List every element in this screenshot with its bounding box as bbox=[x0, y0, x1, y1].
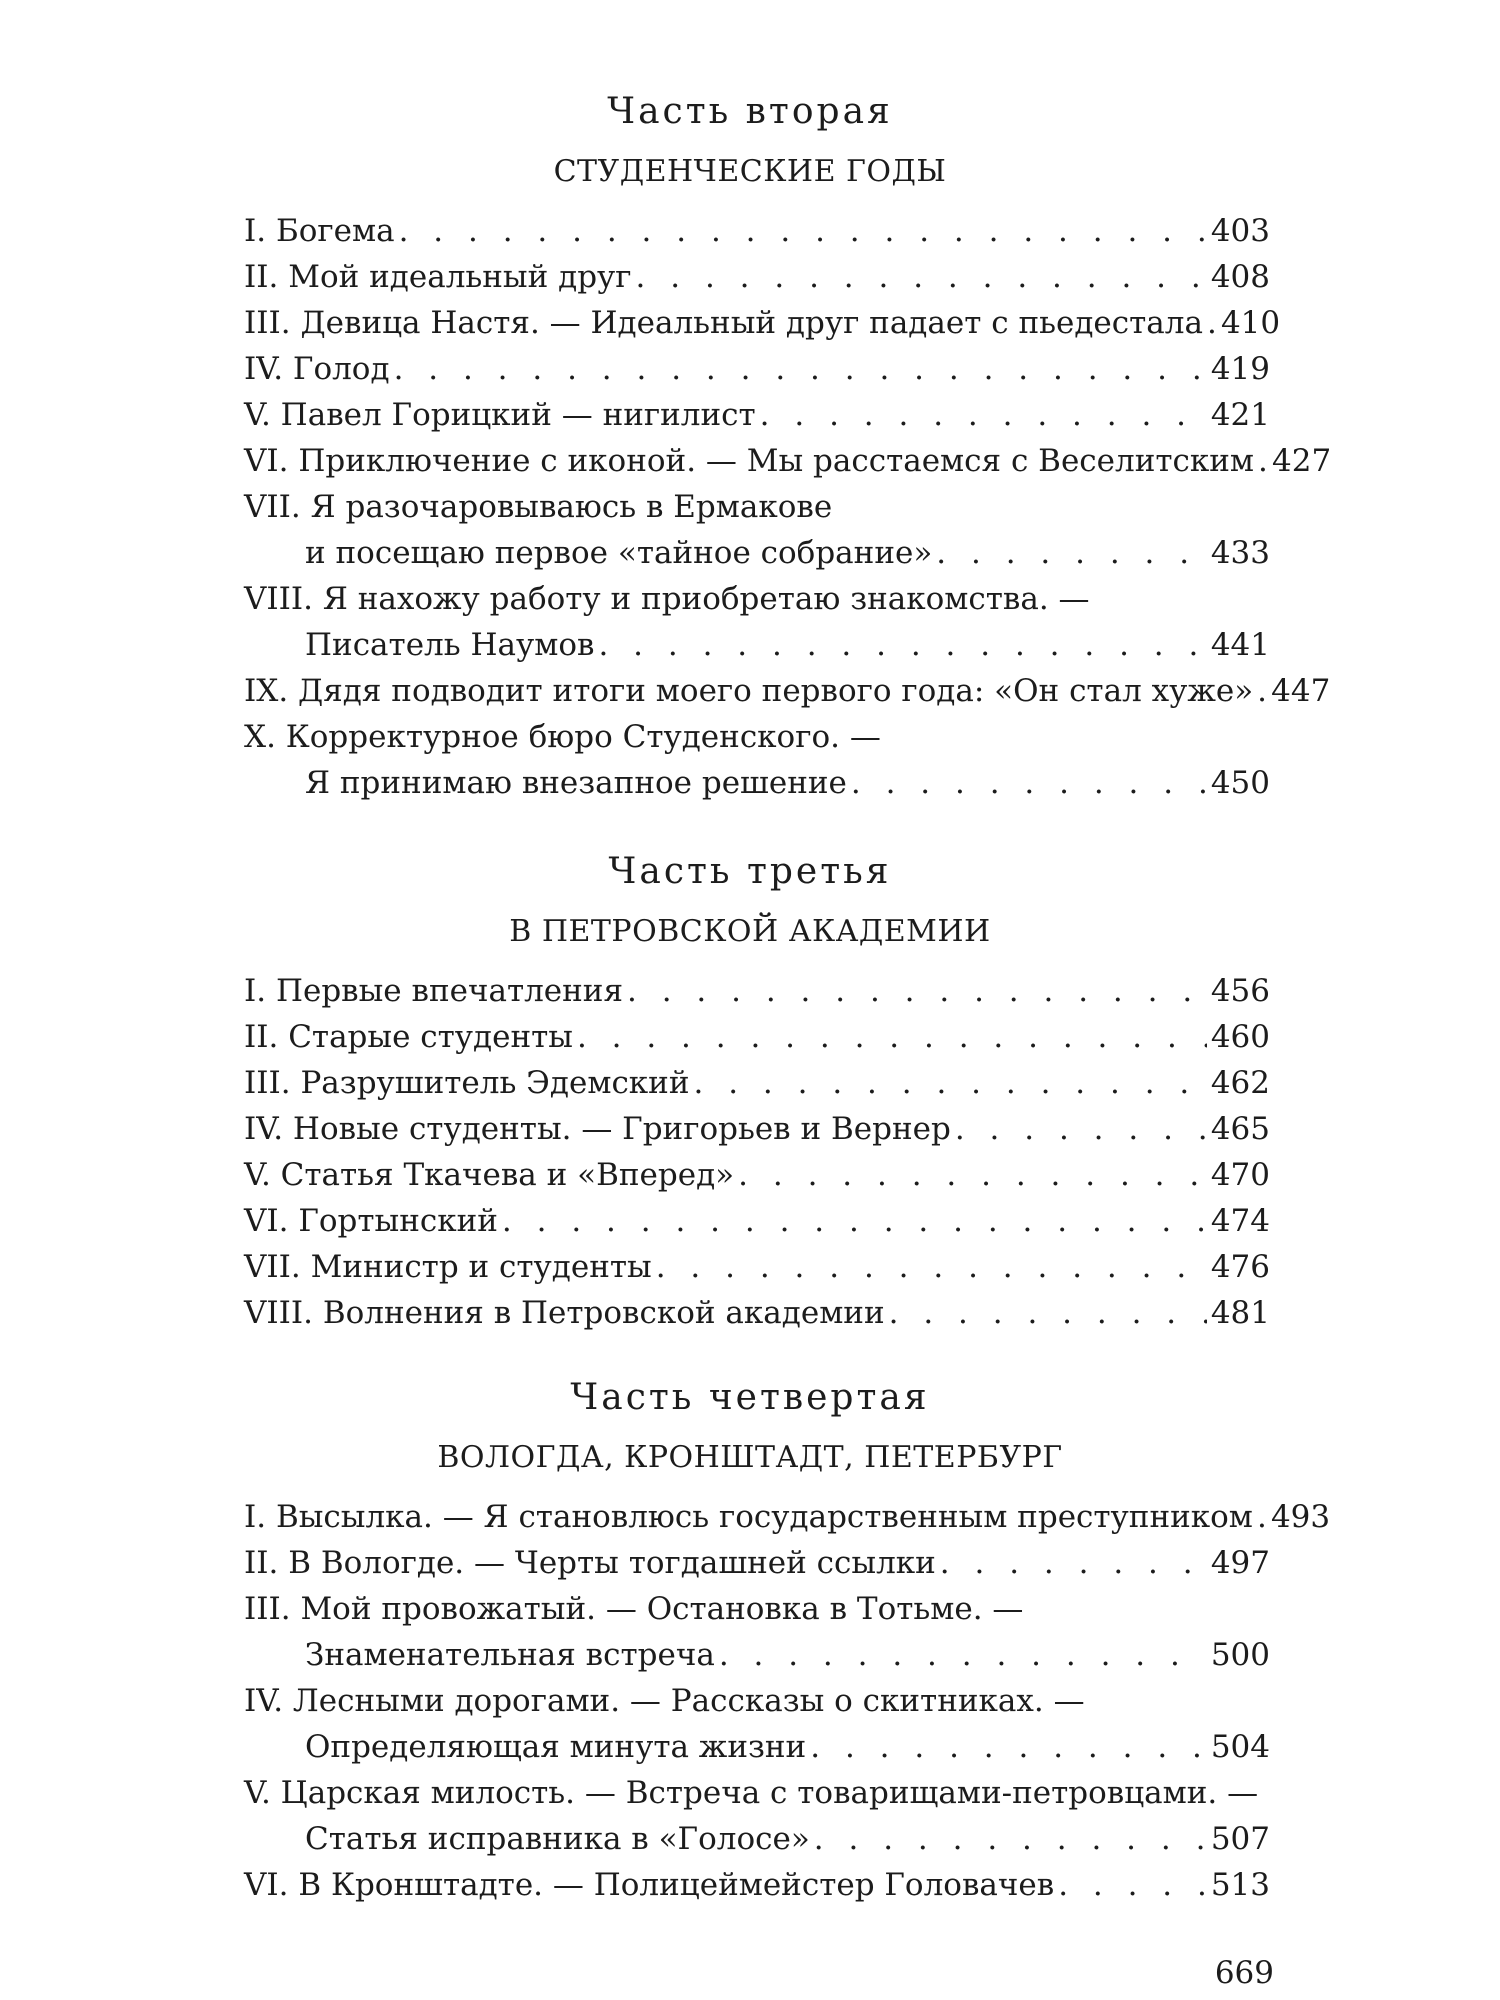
toc-entry-title: VII. Министр и студенты bbox=[244, 1249, 652, 1285]
toc-entry bbox=[0, 1770, 1500, 1862]
dot-leader bbox=[502, 1198, 1207, 1244]
part-2-block bbox=[0, 82, 1500, 806]
dot-leader bbox=[1258, 438, 1268, 484]
part-3-block bbox=[0, 842, 1500, 1336]
toc-entries bbox=[0, 1494, 1500, 1908]
toc-entry-continuation-line bbox=[305, 1632, 1270, 1678]
toc-page-number: 476 bbox=[1210, 1249, 1270, 1285]
toc-entry-title: IX. Дядя подводит итоги моего первого года: «Он стал хуже» bbox=[244, 673, 1254, 709]
toc-entry bbox=[0, 1494, 1500, 1540]
toc-entry-title: II. Мой идеальный друг bbox=[244, 259, 632, 295]
toc-entry-title: X. Корректурное бюро Студенского. — bbox=[244, 719, 881, 755]
toc-entry-title: I. Первые впечатления bbox=[244, 973, 624, 1009]
toc-entry bbox=[0, 346, 1500, 392]
toc-entry-line bbox=[244, 1290, 1270, 1336]
toc-entry-title: V. Павел Горицкий — нигилист bbox=[244, 397, 756, 433]
toc-page-number: 465 bbox=[1210, 1111, 1270, 1147]
toc-page-number: 410 bbox=[1220, 305, 1281, 341]
toc-entry bbox=[0, 1014, 1500, 1060]
toc-page-number: 470 bbox=[1210, 1157, 1270, 1193]
dot-leader bbox=[940, 1540, 1207, 1586]
toc-entry bbox=[0, 1244, 1500, 1290]
toc-entry-line bbox=[244, 1198, 1270, 1244]
part-title: Часть четвертая bbox=[570, 1377, 930, 1418]
toc-page-number: 500 bbox=[1210, 1637, 1270, 1673]
toc-entry bbox=[0, 254, 1500, 300]
toc-entry-continuation-line bbox=[305, 1816, 1270, 1862]
toc-entry-title: III. Мой провожатый. — Остановка в Тотьме. — bbox=[244, 1591, 1024, 1627]
toc-entry-title: Определяющая минута жизни bbox=[305, 1729, 807, 1765]
toc-page-number: 513 bbox=[1210, 1867, 1270, 1903]
dot-leader bbox=[810, 1724, 1207, 1770]
toc-entry-title: Знаменательная встреча bbox=[305, 1637, 715, 1673]
toc-entry-title: VI. Гортынский bbox=[244, 1203, 498, 1239]
dot-leader bbox=[719, 1632, 1207, 1678]
toc-entry-title: III. Девица Настя. — Идеальный друг падает с пьедестала bbox=[244, 305, 1203, 341]
toc-entry-title: VI. В Кронштадте. — Полицеймейстер Головачев bbox=[244, 1867, 1055, 1903]
toc-entry bbox=[0, 1106, 1500, 1152]
toc-entry bbox=[0, 1540, 1500, 1586]
dot-leader bbox=[394, 346, 1207, 392]
section-title: ВОЛОГДА, КРОНШТАДТ, ПЕТЕРБУРГ bbox=[437, 1440, 1063, 1475]
toc-entry-line bbox=[244, 1540, 1270, 1586]
toc-entry-title: VIII. Волнения в Петровской академии bbox=[244, 1295, 885, 1331]
toc-entry bbox=[0, 1060, 1500, 1106]
toc-entry bbox=[0, 968, 1500, 1014]
toc-page-number: 493 bbox=[1270, 1499, 1331, 1535]
toc-page-number: 460 bbox=[1210, 1019, 1270, 1055]
toc-entry bbox=[0, 392, 1500, 438]
toc-page-number: 433 bbox=[1210, 535, 1270, 571]
toc-entry-line bbox=[244, 392, 1270, 438]
toc-page-number: 427 bbox=[1272, 443, 1332, 479]
dot-leader bbox=[656, 1244, 1207, 1290]
toc-entry-title: V. Статья Ткачева и «Вперед» bbox=[244, 1157, 735, 1193]
toc-entry-line bbox=[244, 208, 1270, 254]
toc-entry bbox=[0, 1862, 1500, 1908]
toc-entry-line bbox=[244, 438, 1332, 484]
toc-entry-title: IV. Голод bbox=[244, 351, 390, 387]
section-title: В ПЕТРОВСКОЙ АКАДЕМИИ bbox=[509, 914, 991, 949]
toc-page-number: 419 bbox=[1210, 351, 1270, 387]
toc-page-number: 450 bbox=[1210, 765, 1270, 801]
toc-entry bbox=[0, 1586, 1500, 1678]
toc-entries bbox=[0, 208, 1500, 806]
toc-entry-continuation-line bbox=[305, 622, 1270, 668]
toc-page-number: 421 bbox=[1210, 397, 1270, 433]
dot-leader bbox=[936, 530, 1207, 576]
toc-entry bbox=[0, 484, 1500, 576]
toc-entry-title: Я принимаю внезапное решение bbox=[305, 765, 847, 801]
toc-entry bbox=[0, 668, 1500, 714]
toc-entry bbox=[0, 1290, 1500, 1336]
toc-entry bbox=[0, 438, 1500, 484]
toc-entry-line bbox=[244, 1862, 1270, 1908]
dot-leader bbox=[1058, 1862, 1207, 1908]
toc-entry-line bbox=[244, 254, 1270, 300]
toc-entry-title: Статья исправника в «Голосе» bbox=[305, 1821, 810, 1857]
toc-entry bbox=[0, 208, 1500, 254]
toc-page-number: 504 bbox=[1210, 1729, 1270, 1765]
toc-entry-line bbox=[244, 1060, 1270, 1106]
toc-entry-title: II. Старые студенты bbox=[244, 1019, 573, 1055]
dot-leader bbox=[814, 1816, 1207, 1862]
toc-entry-title: I. Высылка. — Я становлюсь государственным преступником bbox=[244, 1499, 1253, 1535]
toc-entry-line bbox=[244, 968, 1270, 1014]
toc-entry-continuation-line bbox=[305, 530, 1270, 576]
dot-leader bbox=[1257, 1494, 1267, 1540]
toc-entry bbox=[0, 1198, 1500, 1244]
toc-entry-title: VI. Приключение с иконой. — Мы расстаемся с Веселитским bbox=[244, 443, 1255, 479]
toc-entry-title: IV. Лесными дорогами. — Рассказы о скитниках. — bbox=[244, 1683, 1085, 1719]
toc-page-number: 462 bbox=[1210, 1065, 1270, 1101]
toc-entry-line bbox=[244, 346, 1270, 392]
toc-entry-line bbox=[244, 300, 1281, 346]
dot-leader bbox=[636, 254, 1207, 300]
toc-entry-title: IV. Новые студенты. — Григорьев и Вернер bbox=[244, 1111, 951, 1147]
toc-entry-line bbox=[244, 1152, 1270, 1198]
toc-entry bbox=[0, 1152, 1500, 1198]
toc-entry-line bbox=[244, 1106, 1270, 1152]
toc-entry-title: II. В Вологде. — Черты тогдашней ссылки bbox=[244, 1545, 936, 1581]
toc-entry-continuation-line bbox=[305, 1724, 1270, 1770]
dot-leader bbox=[598, 622, 1206, 668]
part-4-block bbox=[0, 1368, 1500, 1908]
toc-page-number: 408 bbox=[1210, 259, 1270, 295]
dot-leader bbox=[851, 760, 1207, 806]
toc-entry bbox=[0, 300, 1500, 346]
toc-entry-line bbox=[244, 576, 1270, 622]
toc-page-number: 441 bbox=[1210, 627, 1270, 663]
toc-entry-line bbox=[244, 484, 1270, 530]
toc-entry-line bbox=[244, 1244, 1270, 1290]
toc-entry-title: V. Царская милость. — Встреча с товарищами-петровцами. — bbox=[244, 1775, 1259, 1811]
dot-leader bbox=[955, 1106, 1207, 1152]
toc-page-number: 474 bbox=[1210, 1203, 1270, 1239]
toc-entry bbox=[0, 1678, 1500, 1770]
toc-entry-line bbox=[244, 1586, 1270, 1632]
toc-entry-title: III. Разрушитель Эдемский bbox=[244, 1065, 690, 1101]
dot-leader bbox=[738, 1152, 1207, 1198]
dot-leader bbox=[577, 1014, 1207, 1060]
toc-entry-title: и посещаю первое «тайное собрание» bbox=[305, 535, 933, 571]
toc-entry-title: Писатель Наумов bbox=[305, 627, 595, 663]
toc-page-number: 403 bbox=[1210, 213, 1270, 249]
toc-entry-title: VIII. Я нахожу работу и приобретаю знакомства. — bbox=[244, 581, 1090, 617]
toc-entry-title: VII. Я разочаровываюсь в Ермакове bbox=[244, 489, 833, 525]
toc-entry-line bbox=[244, 668, 1331, 714]
dot-leader bbox=[694, 1060, 1207, 1106]
toc-page-number: 497 bbox=[1210, 1545, 1270, 1581]
toc-page-number: 481 bbox=[1210, 1295, 1270, 1331]
page-number: 669 bbox=[1214, 1955, 1274, 1991]
dot-leader bbox=[399, 208, 1207, 254]
part-title: Часть вторая bbox=[607, 91, 893, 132]
toc-entry-line bbox=[244, 1678, 1270, 1724]
toc-entry-continuation-line bbox=[305, 760, 1270, 806]
section-title: СТУДЕНЧЕСКИЕ ГОДЫ bbox=[553, 154, 947, 189]
dot-leader bbox=[1257, 668, 1267, 714]
dot-leader bbox=[889, 1290, 1207, 1336]
toc-entry-line bbox=[244, 1014, 1270, 1060]
part-title: Часть третья bbox=[608, 851, 892, 892]
toc-page-number: 447 bbox=[1271, 673, 1331, 709]
toc-entry-line bbox=[244, 1494, 1331, 1540]
dot-leader bbox=[760, 392, 1207, 438]
toc-entry-line bbox=[244, 714, 1270, 760]
toc-entry-line bbox=[244, 1770, 1270, 1816]
toc-page-number: 507 bbox=[1210, 1821, 1270, 1857]
toc-entry-title: I. Богема bbox=[244, 213, 395, 249]
dot-leader bbox=[627, 968, 1207, 1014]
dot-leader bbox=[1207, 300, 1217, 346]
toc-page-number: 456 bbox=[1210, 973, 1270, 1009]
toc-entry bbox=[0, 714, 1500, 806]
toc-entries bbox=[0, 968, 1500, 1336]
toc-entry bbox=[0, 576, 1500, 668]
